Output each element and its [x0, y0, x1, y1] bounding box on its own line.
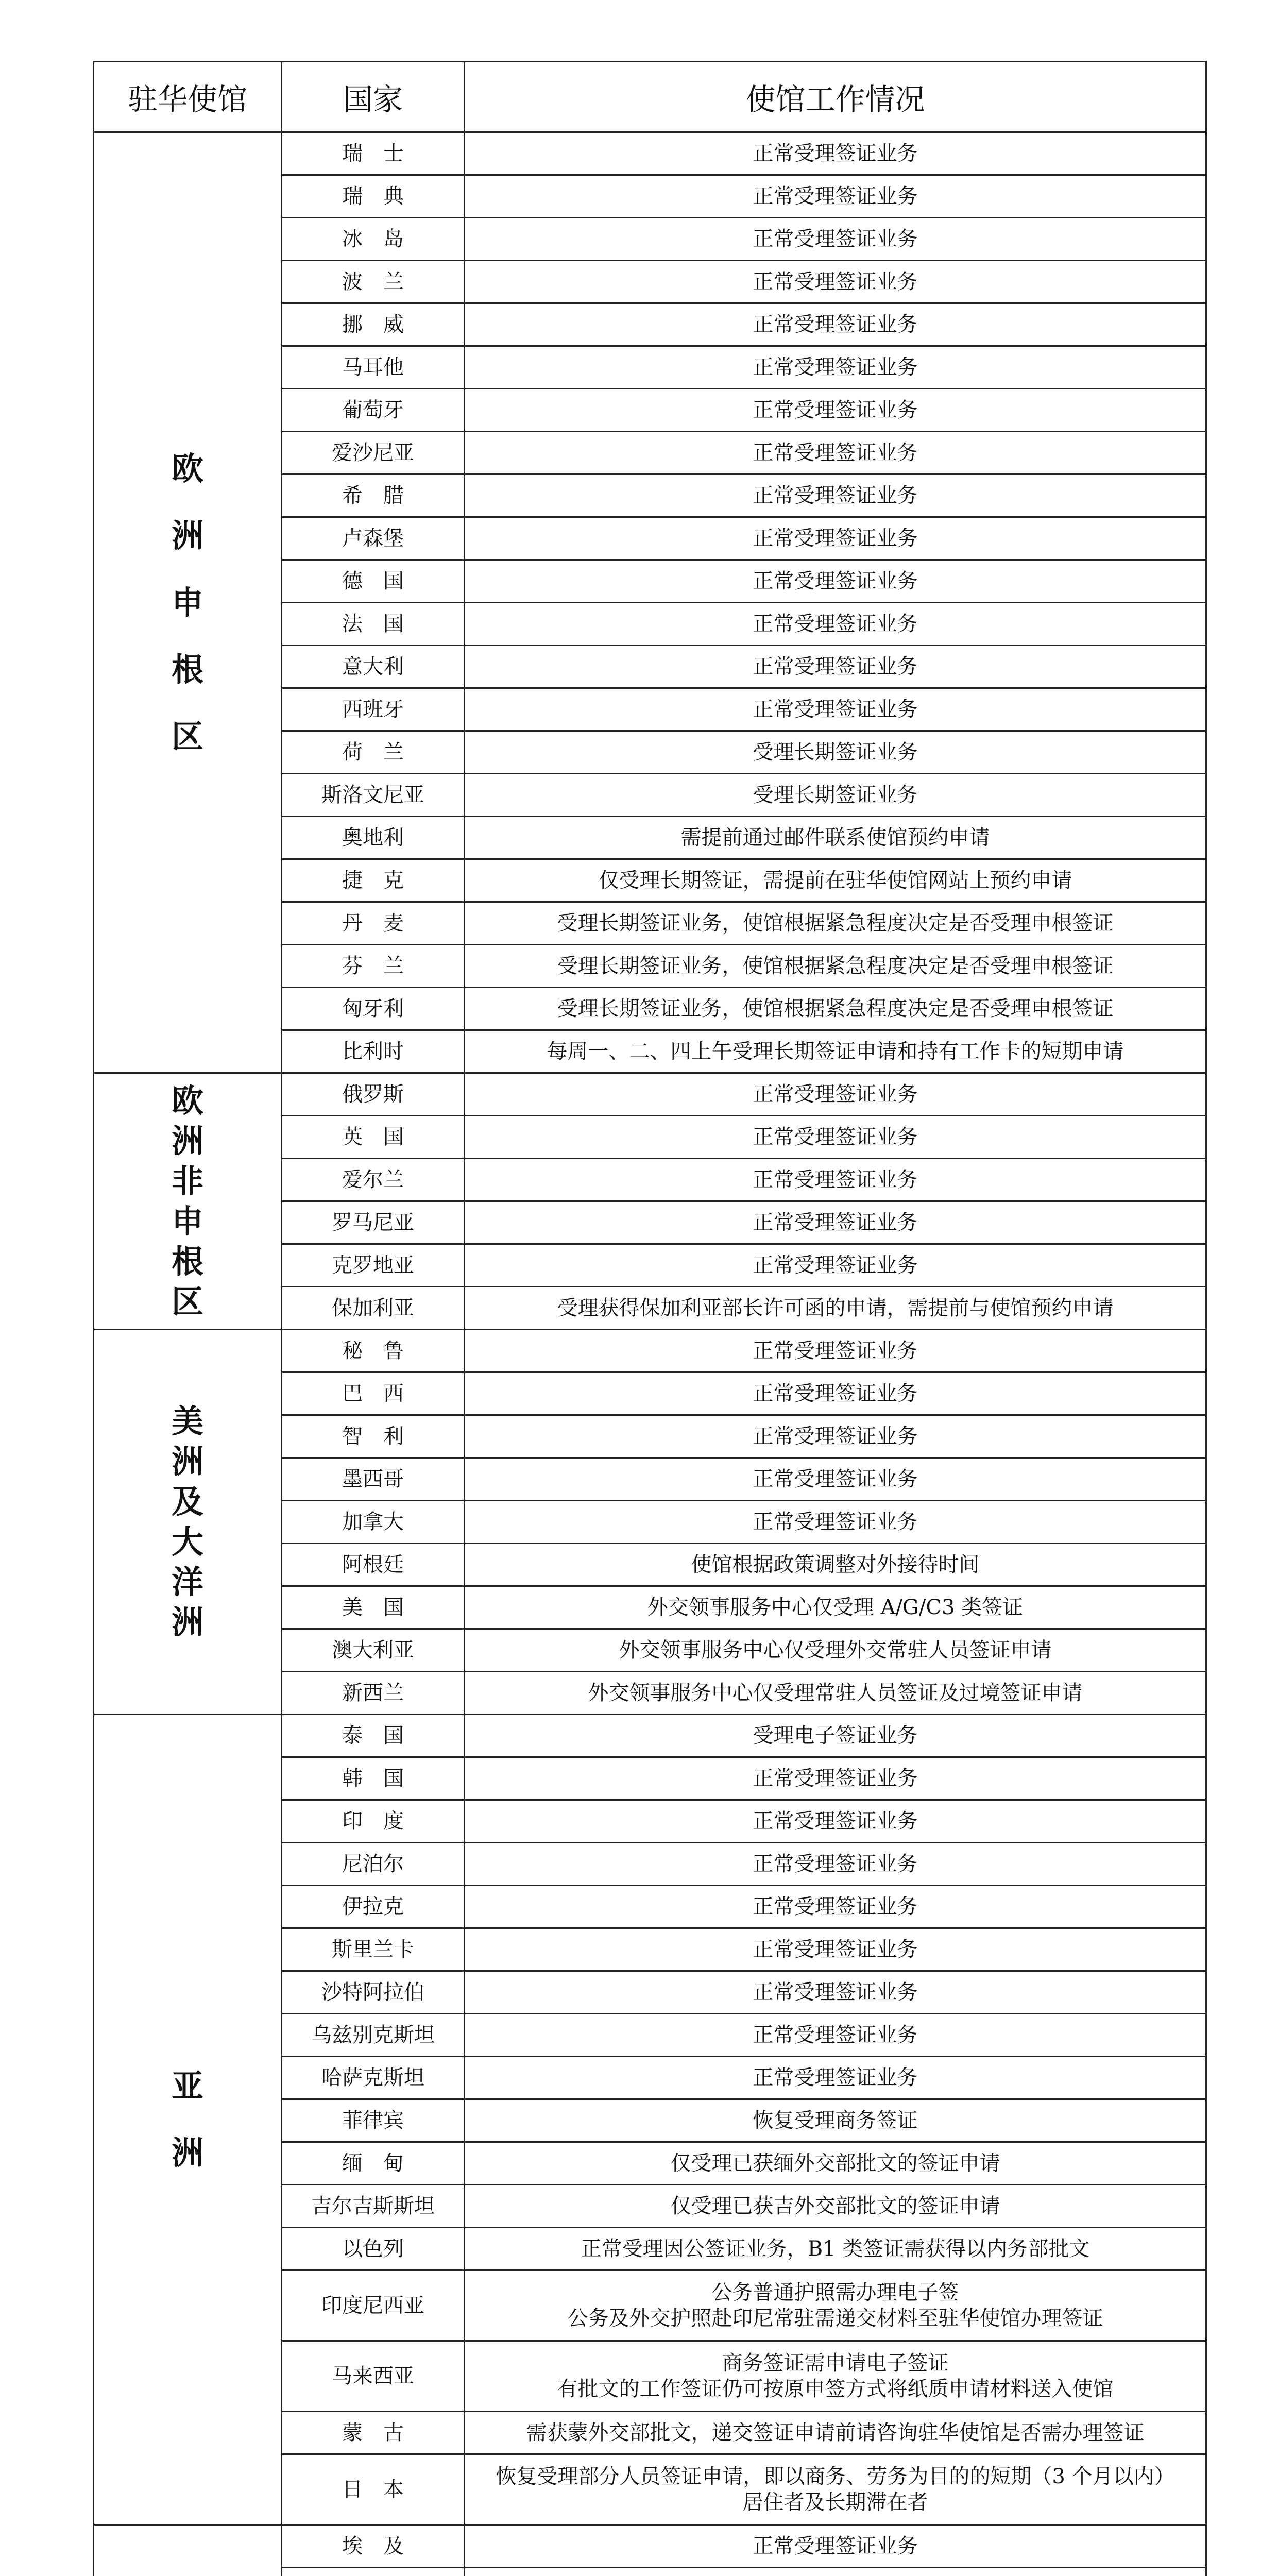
table-header-row — [94, 62, 1206, 132]
status-cell — [465, 1928, 1206, 1971]
status-text: 外交领事服务中心仅受理外交常驻人员签证申请 — [619, 1638, 1052, 1662]
status-cell — [465, 1159, 1206, 1201]
status-cell — [465, 474, 1206, 517]
country-cell: 德 国 — [282, 560, 465, 603]
status-text: 正常受理签证业务 — [753, 1253, 918, 1277]
status-text: 正常受理签证业务 — [753, 1211, 918, 1234]
header-status: 使馆工作情况 — [465, 62, 1206, 132]
status-cell — [465, 218, 1206, 261]
country-cell: 巴 西 — [282, 1372, 465, 1415]
status-text: 商务签证需申请电子签证 — [722, 2351, 949, 2375]
header-embassy: 驻华使馆 — [94, 62, 282, 132]
status-text: 受理长期签证业务 — [753, 740, 918, 764]
status-cell — [465, 902, 1206, 945]
country-cell: 阿根廷 — [282, 1544, 465, 1586]
country-cell: 日 本 — [282, 2454, 465, 2525]
country-cell: 荷 兰 — [282, 731, 465, 774]
status-cell — [465, 560, 1206, 603]
status-text: 正常受理签证业务 — [753, 1767, 918, 1790]
status-cell — [465, 2057, 1206, 2099]
country-cell: 奥地利 — [282, 817, 465, 859]
region-cell — [94, 1330, 282, 1715]
status-cell — [465, 2014, 1206, 2057]
country-cell: 澳大利亚 — [282, 1629, 465, 1672]
country-cell: 丹 麦 — [282, 902, 465, 945]
status-text: 使馆根据政策调整对外接待时间 — [691, 1553, 980, 1577]
status-text: 正常受理签证业务 — [753, 1980, 918, 2004]
status-cell — [465, 346, 1206, 389]
status-text: 居住者及长期滞在者 — [742, 2490, 928, 2514]
status-cell — [465, 646, 1206, 688]
table-row — [94, 132, 1206, 175]
status-cell — [465, 261, 1206, 303]
status-cell — [465, 2412, 1206, 2454]
country-cell: 芬 兰 — [282, 945, 465, 988]
country-cell: 斯洛文尼亚 — [282, 774, 465, 817]
status-cell — [465, 2454, 1206, 2525]
status-text: 受理长期签证业务，使馆根据紧急程度决定是否受理申根签证 — [557, 954, 1114, 978]
country-cell: 马耳他 — [282, 346, 465, 389]
region-cell — [94, 1715, 282, 2525]
embassy-status-document — [93, 61, 1205, 2576]
country-cell: 葡萄牙 — [282, 389, 465, 432]
status-text: 正常受理签证业务 — [753, 1809, 918, 1833]
table-row — [94, 1073, 1206, 1116]
status-text: 正常受理签证业务 — [753, 1852, 918, 1876]
status-text: 正常受理签证业务 — [753, 1339, 918, 1363]
country-cell: 爱尔兰 — [282, 1159, 465, 1201]
country-cell: 爱沙尼亚 — [282, 432, 465, 474]
status-text: 正常受理签证业务 — [753, 2066, 918, 2090]
status-text: 正常受理签证业务 — [753, 441, 918, 465]
status-text: 正常受理签证业务 — [753, 142, 918, 165]
status-cell — [465, 1073, 1206, 1116]
region-cell — [94, 132, 282, 1073]
country-cell: 印 度 — [282, 1800, 465, 1843]
header-country: 国家 — [282, 62, 465, 132]
status-cell — [465, 2525, 1206, 2568]
country-cell: 波 兰 — [282, 261, 465, 303]
status-cell — [465, 1116, 1206, 1159]
country-cell: 挪 威 — [282, 303, 465, 346]
table-row — [94, 1330, 1206, 1372]
status-text: 正常受理签证业务 — [753, 1895, 918, 1919]
table-row — [94, 2525, 1206, 2568]
status-cell — [465, 517, 1206, 560]
status-cell — [465, 1201, 1206, 1244]
status-cell — [465, 1971, 1206, 2014]
status-cell — [465, 1672, 1206, 1715]
status-text: 受理长期签证业务 — [753, 783, 918, 807]
status-cell — [465, 389, 1206, 432]
status-cell — [465, 1030, 1206, 1073]
status-text: 每周一、二、四上午受理长期签证申请和持有工作卡的短期申请 — [547, 1040, 1124, 1063]
status-text: 正常受理签证业务 — [753, 2023, 918, 2047]
country-cell: 保加利亚 — [282, 1287, 465, 1330]
status-cell — [465, 2142, 1206, 2185]
country-cell: 克罗地亚 — [282, 1244, 465, 1287]
country-cell: 美 国 — [282, 1586, 465, 1629]
status-text: 受理长期签证业务，使馆根据紧急程度决定是否受理申根签证 — [557, 911, 1114, 935]
status-cell — [465, 2270, 1206, 2341]
status-text: 正常受理签证业务 — [753, 1425, 918, 1448]
country-cell: 匈牙利 — [282, 988, 465, 1030]
country-cell: 比利时 — [282, 1030, 465, 1073]
status-cell — [465, 1886, 1206, 1928]
status-text: 仅受理已获吉外交部批文的签证申请 — [670, 2194, 1000, 2218]
status-cell — [465, 731, 1206, 774]
status-text: 正常受理签证业务 — [753, 527, 918, 550]
country-cell: 韩 国 — [282, 1757, 465, 1800]
region-cell — [94, 1073, 282, 1330]
status-text: 正常受理签证业务 — [753, 184, 918, 208]
status-text: 正常受理签证业务 — [753, 655, 918, 679]
country-cell: 哈萨克斯坦 — [282, 2057, 465, 2099]
status-text: 需提前通过邮件联系使馆预约申请 — [680, 826, 990, 850]
status-text: 正常受理签证业务 — [753, 227, 918, 251]
country-cell: 墨西哥 — [282, 1458, 465, 1501]
status-text: 正常受理签证业务 — [753, 1382, 918, 1405]
region-name: 欧洲申根区 — [171, 449, 203, 755]
status-cell — [465, 2099, 1206, 2142]
status-cell — [465, 945, 1206, 988]
status-cell — [465, 1501, 1206, 1544]
status-text: 正常受理签证业务 — [753, 1082, 918, 1106]
status-cell — [465, 988, 1206, 1030]
status-cell — [465, 1586, 1206, 1629]
country-cell: 希 腊 — [282, 474, 465, 517]
country-cell — [282, 2568, 465, 2576]
status-text: 正常受理签证业务 — [753, 398, 918, 422]
country-cell: 沙特阿拉伯 — [282, 1971, 465, 2014]
country-cell: 斯里兰卡 — [282, 1928, 465, 1971]
country-cell: 瑞 典 — [282, 175, 465, 218]
country-cell: 埃 及 — [282, 2525, 465, 2568]
status-text: 正常受理签证业务 — [753, 1168, 918, 1192]
country-cell: 以色列 — [282, 2228, 465, 2270]
country-cell: 罗马尼亚 — [282, 1201, 465, 1244]
country-cell: 蒙 古 — [282, 2412, 465, 2454]
country-cell: 缅 甸 — [282, 2142, 465, 2185]
status-text: 正常受理签证业务 — [753, 2534, 918, 2558]
status-text: 外交领事服务中心仅受理 A/G/C3 类签证 — [647, 1596, 1024, 1619]
status-cell — [465, 1330, 1206, 1372]
region-cell — [94, 2525, 282, 2576]
status-text: 有批文的工作签证仍可按原申签方式将纸质申请材料送入使馆 — [557, 2377, 1114, 2401]
status-text: 正常受理签证业务 — [753, 1125, 918, 1149]
table-body — [94, 132, 1206, 2576]
status-text: 受理获得保加利亚部长许可函的申请，需提前与使馆预约申请 — [557, 1296, 1114, 1320]
country-cell: 加拿大 — [282, 1501, 465, 1544]
country-cell: 捷 克 — [282, 859, 465, 902]
country-cell: 英 国 — [282, 1116, 465, 1159]
status-text: 正常受理签证业务 — [753, 313, 918, 336]
status-text: 正常受理签证业务 — [753, 1510, 918, 1534]
country-cell: 伊拉克 — [282, 1886, 465, 1928]
country-cell: 瑞 士 — [282, 132, 465, 175]
status-text: 正常受理签证业务 — [753, 355, 918, 379]
country-cell: 秘 鲁 — [282, 1330, 465, 1372]
status-cell — [465, 1800, 1206, 1843]
country-cell: 卢森堡 — [282, 517, 465, 560]
status-text: 恢复受理商务签证 — [753, 2109, 918, 2132]
country-cell: 菲律宾 — [282, 2099, 465, 2142]
country-cell: 印度尼西亚 — [282, 2270, 465, 2341]
status-cell — [465, 175, 1206, 218]
status-cell — [465, 1372, 1206, 1415]
status-cell — [465, 688, 1206, 731]
country-cell: 智 利 — [282, 1415, 465, 1458]
country-cell: 泰 国 — [282, 1715, 465, 1757]
status-cell — [465, 859, 1206, 902]
status-cell — [465, 603, 1206, 646]
status-cell — [465, 132, 1206, 175]
status-text: 受理长期签证业务，使馆根据紧急程度决定是否受理申根签证 — [557, 997, 1114, 1021]
status-cell — [465, 2228, 1206, 2270]
country-cell: 西班牙 — [282, 688, 465, 731]
region-name: 欧洲非申根区 — [171, 1081, 203, 1320]
status-cell — [465, 432, 1206, 474]
country-cell: 法 国 — [282, 603, 465, 646]
status-cell — [465, 1544, 1206, 1586]
status-text: 正常受理签证业务 — [753, 698, 918, 721]
status-cell — [465, 774, 1206, 817]
country-cell: 意大利 — [282, 646, 465, 688]
status-text: 正常受理签证业务 — [753, 1467, 918, 1491]
country-cell: 马来西亚 — [282, 2341, 465, 2412]
status-cell — [465, 2185, 1206, 2228]
status-cell — [465, 817, 1206, 859]
status-text: 需获蒙外交部批文，递交签证申请前请咨询驻华使馆是否需办理签证 — [526, 2421, 1145, 2445]
status-cell — [465, 1458, 1206, 1501]
status-text: 正常受理因公签证业务，B1 类签证需获得以内务部批文 — [581, 2237, 1090, 2261]
status-cell — [465, 2568, 1206, 2576]
status-text: 仅受理长期签证，需提前在驻华使馆网站上预约申请 — [598, 869, 1072, 892]
country-cell: 俄罗斯 — [282, 1073, 465, 1116]
status-cell — [465, 1757, 1206, 1800]
status-text: 受理电子签证业务 — [753, 1724, 918, 1748]
embassy-status-table — [93, 61, 1207, 2576]
status-text: 正常受理签证业务 — [753, 484, 918, 507]
status-text: 正常受理签证业务 — [753, 270, 918, 294]
status-text: 恢复受理部分人员签证申请，即以商务、劳务为目的的短期（3 个月以内） — [496, 2465, 1175, 2488]
status-text: 外交领事服务中心仅受理常驻人员签证及过境签证申请 — [588, 1681, 1083, 1705]
status-text: 正常受理签证业务 — [753, 612, 918, 636]
status-cell — [465, 1287, 1206, 1330]
status-text: 正常受理签证业务 — [753, 569, 918, 593]
region-name: 亚洲 — [171, 2067, 203, 2172]
status-cell — [465, 1415, 1206, 1458]
country-cell: 乌兹别克斯坦 — [282, 2014, 465, 2057]
status-cell — [465, 303, 1206, 346]
status-text: 正常受理签证业务 — [753, 1938, 918, 1961]
country-cell: 尼泊尔 — [282, 1843, 465, 1886]
status-text: 公务及外交护照赴印尼常驻需递交材料至驻华使馆办理签证 — [567, 2307, 1103, 2330]
status-cell — [465, 1629, 1206, 1672]
status-text: 仅受理已获缅外交部批文的签证申请 — [670, 2151, 1000, 2175]
status-cell — [465, 2341, 1206, 2412]
table-row — [94, 1715, 1206, 1757]
status-text: 公务普通护照需办理电子签 — [711, 2281, 959, 2304]
country-cell: 新西兰 — [282, 1672, 465, 1715]
status-cell — [465, 1244, 1206, 1287]
status-cell — [465, 1715, 1206, 1757]
status-cell — [465, 1843, 1206, 1886]
region-name: 美洲及大洋洲 — [171, 1402, 203, 1641]
country-cell: 吉尔吉斯斯坦 — [282, 2185, 465, 2228]
country-cell: 冰 岛 — [282, 218, 465, 261]
